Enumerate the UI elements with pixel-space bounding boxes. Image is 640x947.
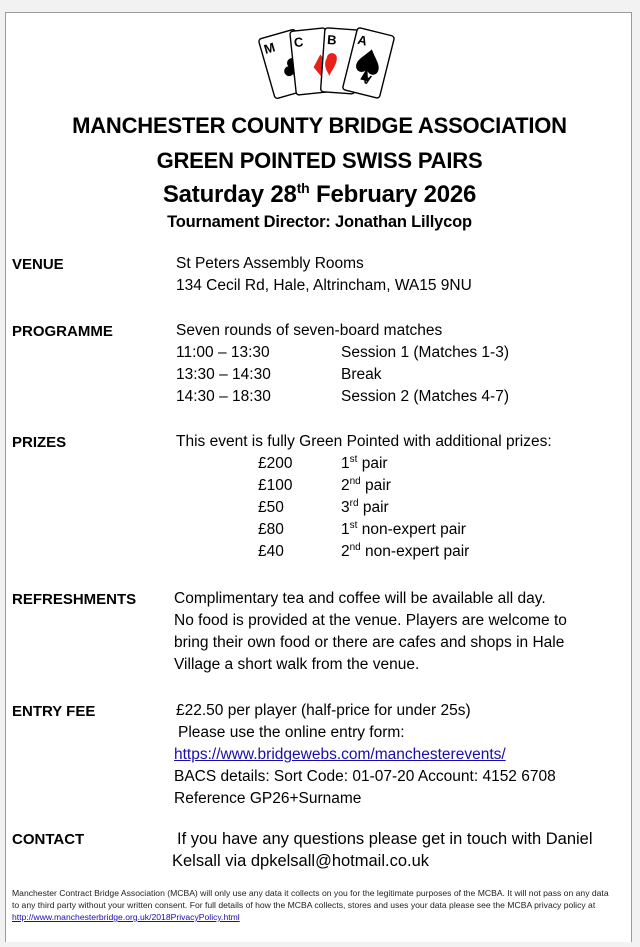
prize-description: 2nd non-expert pair [341,542,470,560]
schedule-time: 14:30 – 18:30 [176,388,271,405]
entry-fee-instruction: Please use the online entry form: [178,724,405,741]
date-prefix: Saturday 28 [162,181,297,208]
venue-label: VENUE [12,256,64,273]
contact-line: If you have any questions please get in touch with Daniel [177,830,593,848]
date-rest: February 2026 [309,181,477,208]
venue-address: 134 Cecil Rd, Hale, Altrincham, WA15 9NU [176,277,472,294]
venue-name: St Peters Assembly Rooms [176,255,364,272]
prizes-intro: This event is fully Green Pointed with additional prizes: [176,433,552,450]
event-date [6,181,633,209]
refreshments-line: No food is provided at the venue. Players are welcome to [174,612,567,629]
card-letter-c: C [293,34,305,51]
mcba-logo [256,21,396,107]
schedule-activity: Session 2 (Matches 4-7) [341,388,509,405]
bacs-details: BACS details: Sort Code: 01-07-20 Account: 4152 6708 [174,768,556,785]
schedule-time: 13:30 – 14:30 [176,366,271,383]
programme-intro: Seven rounds of seven-board matches [176,322,443,339]
event-title: GREEN POINTED SWISS PAIRS [156,148,483,173]
prizes-label: PRIZES [12,434,67,451]
flyer-page [5,12,632,942]
card-letter-a-inverted: A [360,71,374,88]
prize-amount: £50 [258,499,284,516]
prize-description: 2nd pair [341,476,391,494]
entry-fee-price: £22.50 per player (half-price for under 25s) [176,702,471,719]
card-letter-m: M [262,39,277,57]
refreshments-line: Complimentary tea and coffee will be available all day. [174,590,546,607]
prize-description: 1st pair [341,454,388,472]
prize-description: 3rd pair [341,498,389,516]
prize-amount: £100 [258,477,293,494]
schedule-activity: Session 1 (Matches 1-3) [341,344,509,361]
tournament-director: Tournament Director: Jonathan Lillycop [167,213,472,231]
contact-email-line: Kelsall via dpkelsall@hotmail.co.uk [172,852,430,870]
entry-form-link[interactable]: https://www.bridgewebs.com/manchesterevents/ [174,746,506,763]
prize-amount: £80 [258,521,284,538]
privacy-policy-link[interactable]: http://www.manchesterbridge.org.uk/2018PrivacyPolicy.html [12,912,240,922]
privacy-notice-line: Manchester Contract Bridge Association (MCBA) will only use any data it collects on you for the legitimate purposes of the MCBA. It will not pass on any data [12,888,609,898]
refreshments-label: REFRESHMENTS [12,591,137,608]
privacy-notice [12,887,624,923]
payment-reference: Reference GP26+Surname [174,790,362,807]
schedule-activity: Break [341,366,382,383]
programme-label: PROGRAMME [12,323,113,340]
refreshments-line: Village a short walk from the venue. [174,656,420,673]
privacy-notice-line: to any third party without your written consent. For full details of how the MCBA collects, stores and uses your data please see the MCBA privacy policy at [12,900,596,910]
date-suffix: th [296,180,310,196]
schedule-time: 11:00 – 13:30 [176,344,270,361]
contact-label: CONTACT [12,831,85,848]
refreshments-line: bring their own food or there are cafes and shops in Hale [174,634,565,651]
entry-fee-label: ENTRY FEE [12,703,96,720]
prize-amount: £40 [258,543,284,560]
prize-amount: £200 [258,455,293,472]
card-letter-b: B [326,31,338,48]
prize-description: 1st non-expert pair [341,520,466,538]
card-letter-a: A [356,31,369,49]
organisation-title: MANCHESTER COUNTY BRIDGE ASSOCIATION [72,113,567,138]
